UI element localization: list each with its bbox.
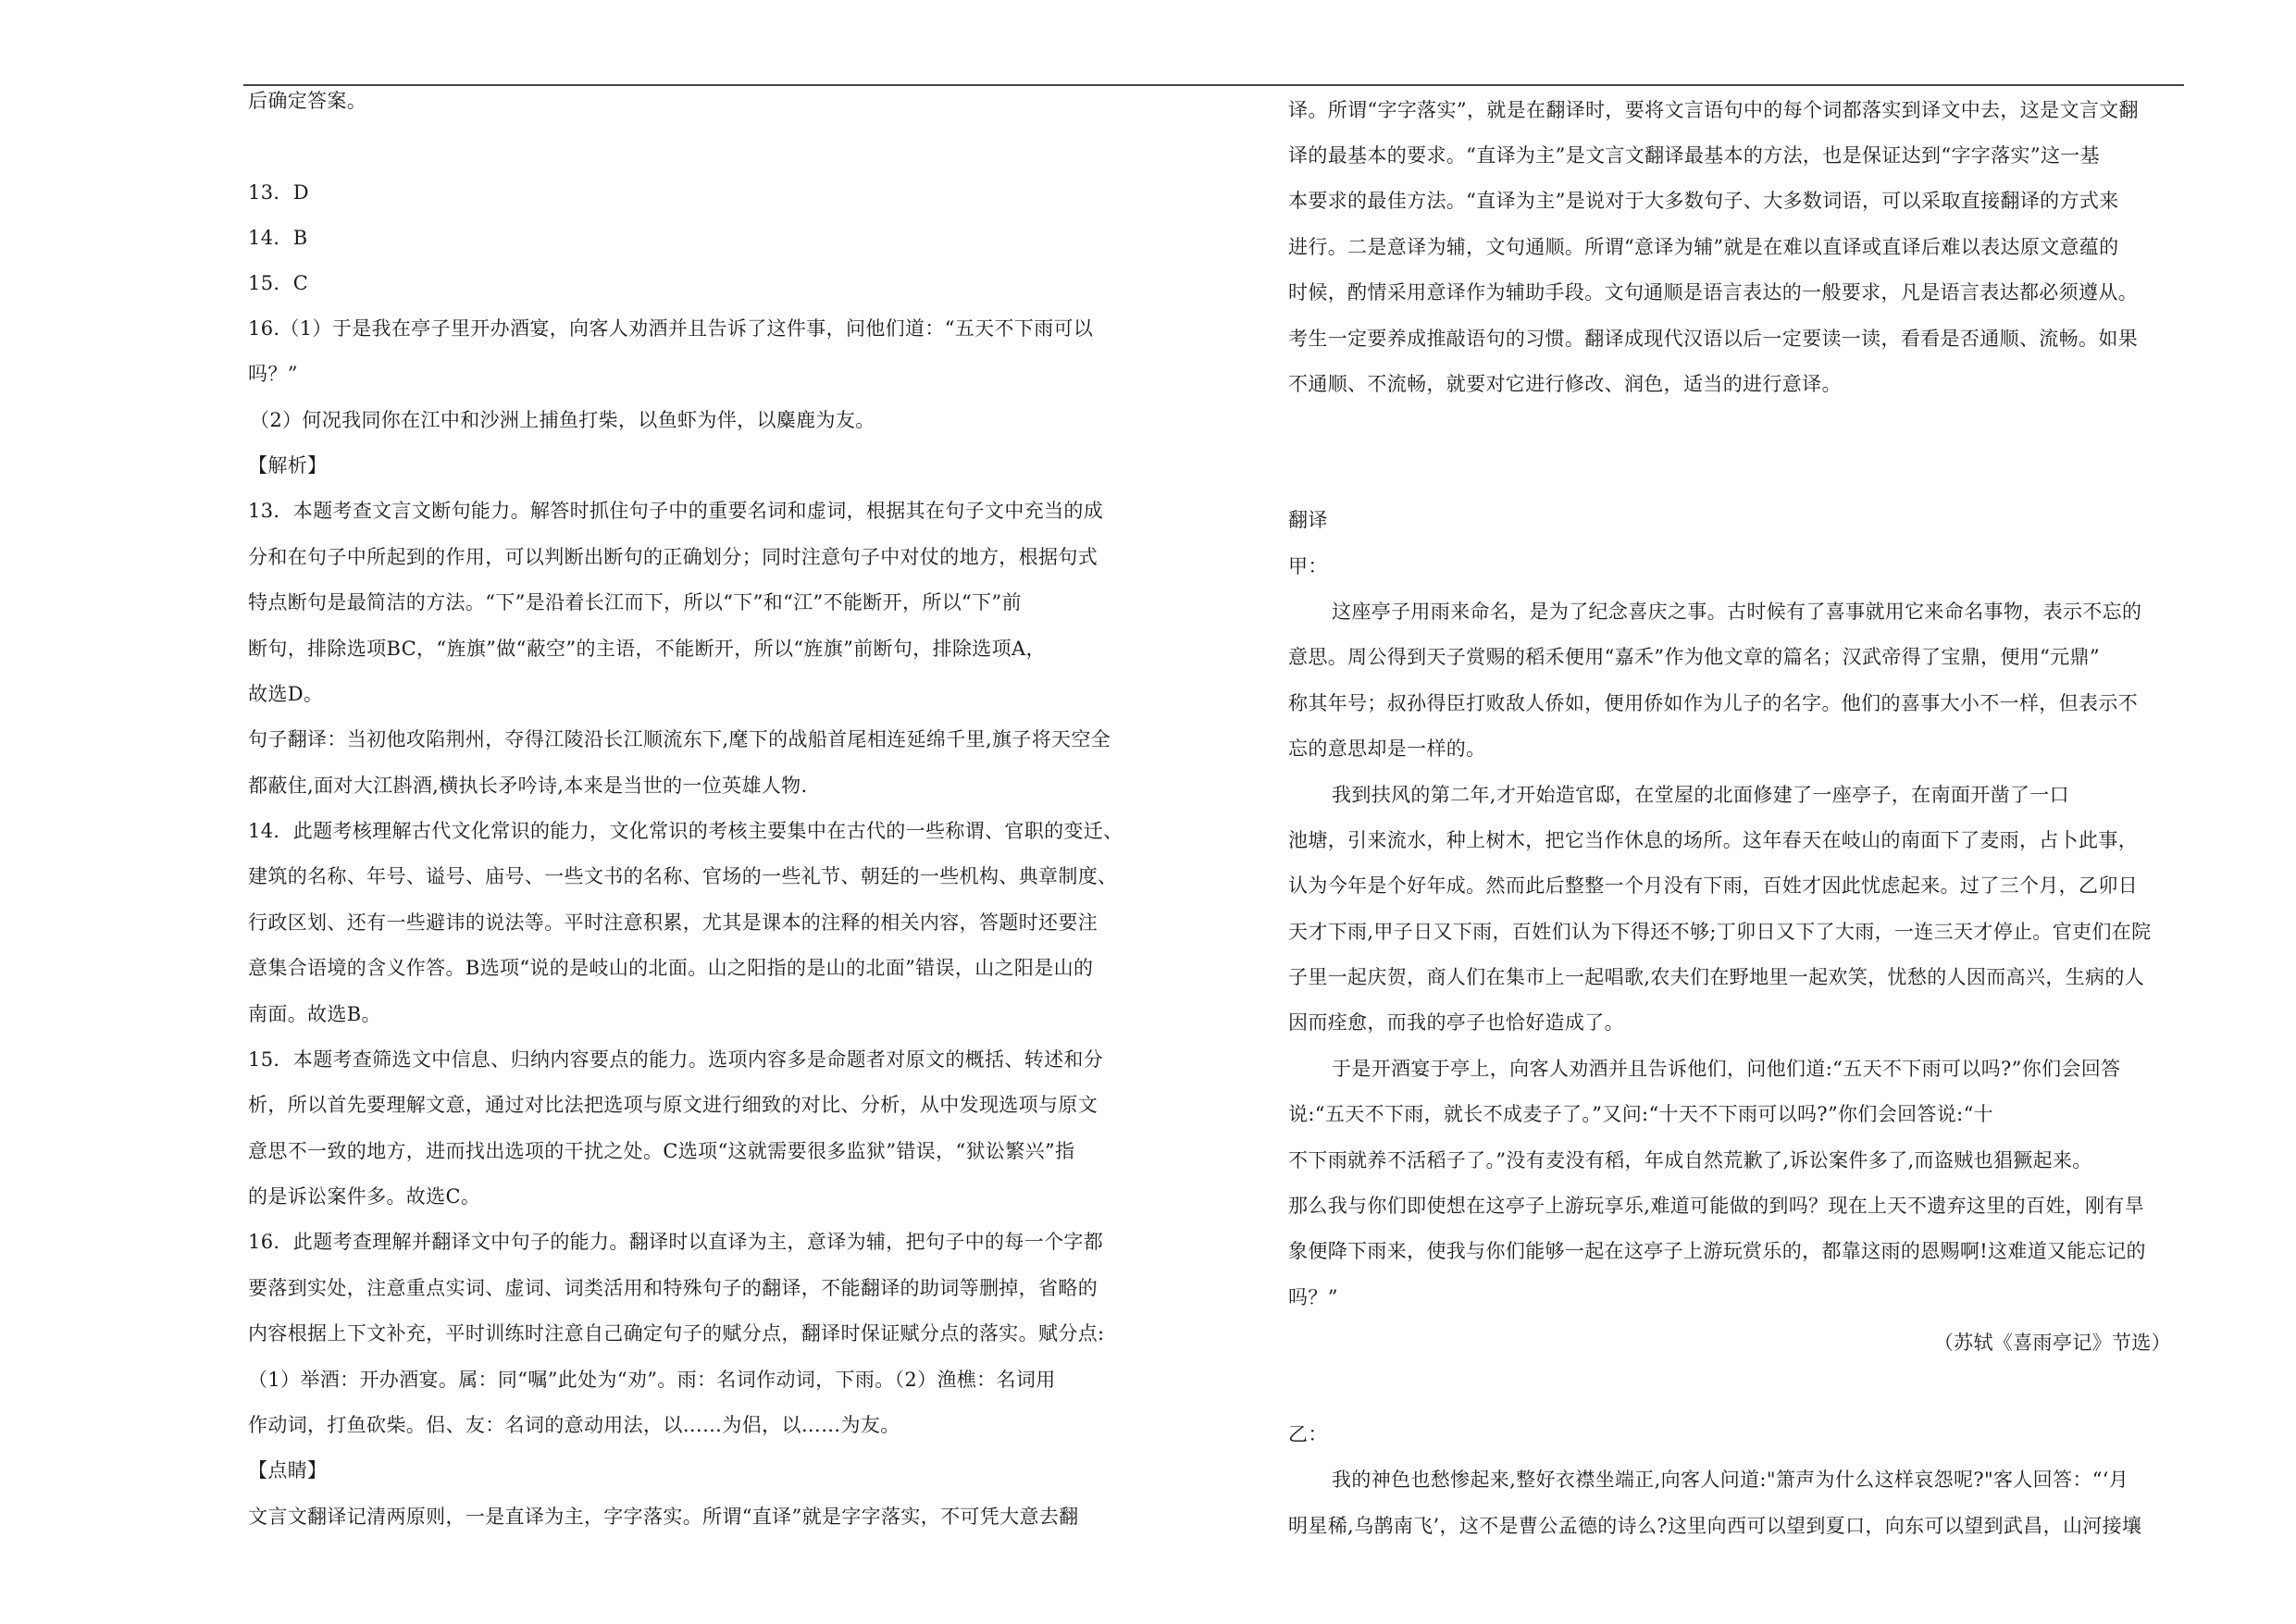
text-line: 南面。故选B。 xyxy=(248,1003,381,1025)
section-heading-key-points: 【点睛】 xyxy=(248,1459,328,1481)
answer-16: 16.（1）于是我在亭子里开办酒宴，向客人劝酒并且告诉了这件事，问他们道：“五天不下雨可以 xyxy=(248,317,1094,340)
text-line: 文言文翻译记清两原则，一是直译为主，字字落实。所谓“直译”就是字字落实，不可凭大意去翻 xyxy=(248,1506,1079,1528)
text-line: 句子翻译：当初他攻陷荆州，夺得江陵沿长江顺流东下,麾下的战船首尾相连延绵千里,旗子将天空全 xyxy=(248,728,1111,750)
text-line: 不下雨就养不活稻子了。”没有麦没有稻，年成自然荒歉了,诉讼案件多了,而盗贼也猖獗起来。 xyxy=(1288,1149,2092,1172)
section-heading-translation: 翻译 xyxy=(1288,509,1328,531)
text-line: 认为今年是个好年成。然而此后整整一个月没有下雨，百姓才因此忧虑起来。过了三个月，乙卯日 xyxy=(1288,874,2139,897)
text-line: 忘的意思却是一样的。 xyxy=(1288,738,1486,760)
text-line: 称其年号；叔孙得臣打败敌人侨如，便用侨如作为儿子的名字。他们的喜事大小不一样，但表示不 xyxy=(1288,692,2139,714)
text-line: 作动词，打鱼砍柴。侣、友：名词的意动用法，以……为侣，以……为友。 xyxy=(248,1414,900,1436)
text-line: 意思不一致的地方，进而找出选项的干扰之处。C选项“这就需要很多监狱”错误，“狱讼繁兴”指 xyxy=(248,1140,1075,1162)
text-line: 池塘，引来流水，种上树木，把它当作休息的场所。这年春天在岐山的南面下了麦雨，占卜此事， xyxy=(1288,829,2139,851)
text-line: 16．此题考查理解并翻译文中句子的能力。翻译时以直译为主，意译为辅，把句子中的每一个字都 xyxy=(248,1231,1104,1253)
source-citation: （苏轼《喜雨亭记》节选） xyxy=(1933,1332,2171,1354)
text-line: 译的最基本的要求。“直译为主”是文言文翻译最基本的方法，也是保证达到“字字落实”这一基 xyxy=(1288,144,2100,167)
text-line: 明星稀,乌鹊南飞’，这不是曹公孟德的诗么?这里向西可以望到夏口，向东可以望到武昌，山河接壤 xyxy=(1288,1515,2142,1537)
text-line: 我到扶风的第二年,才开始造官邸，在堂屋的北面修建了一座亭子，在南面开凿了一口 xyxy=(1332,784,2069,806)
text-line: 的是诉讼案件多。故选C。 xyxy=(248,1185,481,1208)
text-line: 特点断句是最简洁的方法。“下”是沿着长江而下，所以“下”和“江”不能断开，所以“下”前 xyxy=(248,591,1022,614)
text-line: 天才下雨,甲子日又下雨，百姓们认为下得还不够;丁卯日又下了大雨，一连三天才停止。官吏们在院 xyxy=(1288,921,2152,943)
text-line: 我的神色也愁惨起来,整好衣襟坐端正,向客人问道:"箫声为什么这样哀怨呢?"客人回答：“‘月 xyxy=(1332,1469,2129,1491)
text-line: 意集合语境的含义作答。B选项“说的是岐山的北面。山之阳指的是山的北面”错误，山之阳是山的 xyxy=(248,957,1094,979)
answer-14: 14．B xyxy=(248,227,308,249)
text-line: （1）举酒：开办酒宴。属：同“嘱”此处为“劝”。雨：名词作动词，下雨。（2）渔樵：名词用 xyxy=(248,1369,1056,1391)
text-line: 于是开酒宴于亭上，向客人劝酒并且告诉他们，问他们道:“五天不下雨可以吗?”你们会回答 xyxy=(1332,1058,2121,1080)
text-line: 吗？” xyxy=(1288,1286,1338,1308)
text-line: 15．本题考查筛选文中信息、归纳内容要点的能力。选项内容多是命题者对原文的概括、转述和分 xyxy=(248,1048,1104,1071)
text-line: （2）何况我同你在江中和沙洲上捕鱼打柴，以鱼虾为伴，以麋鹿为友。 xyxy=(250,409,875,431)
text-line: 内容根据上下文补充，平时训练时注意自己确定句子的赋分点，翻译时保证赋分点的落实。赋分点: xyxy=(248,1322,1105,1345)
text-line: 13．本题考查文言文断句能力。解答时抓住句子中的重要名词和虚词，根据其在句子文中充当的成 xyxy=(248,500,1104,522)
text-line: 译。所谓“字字落实”，就是在翻译时，要将文言语句中的每个词都落实到译文中去，这是文言文翻 xyxy=(1288,99,2139,121)
text-line: 说:“五天不下雨，就长不成麦子了。”又问:“十天不下雨可以吗?”你们会回答说:“十 xyxy=(1288,1103,1994,1125)
header-rule xyxy=(243,84,2184,86)
text-line: 象便降下雨来，使我与你们能够一起在这亭子上游玩赏乐的，都靠这雨的恩赐啊!这难道又能忘记的 xyxy=(1288,1240,2146,1262)
answer-15: 15．C xyxy=(248,272,309,294)
text-line: 断句，排除选项BC，“旌旗”做“蔽空”的主语，不能断开，所以“旌旗”前断句，排除选项A， xyxy=(248,638,1046,660)
text-line: 都蔽住,面对大江斟酒,横执长矛吟诗,本来是当世的一位英雄人物. xyxy=(248,775,808,797)
answer-13: 13．D xyxy=(248,181,309,204)
text-line: 这座亭子用雨来命名，是为了纪念喜庆之事。古时候有了喜事就用它来命名事物，表示不忘的 xyxy=(1332,601,2142,623)
text-line: 子里一起庆贺，商人们在集市上一起唱歌,农夫们在野地里一起欢笑，忧愁的人因而高兴，生病的人 xyxy=(1288,966,2145,988)
text-line: 要落到实处，注意重点实词、虚词、词类活用和特殊句子的翻译，不能翻译的助词等删掉，省略的 xyxy=(248,1277,1098,1299)
text-line: 那么我与你们即使想在这亭子上游玩享乐,难道可能做的到吗？现在上天不遗弃这里的百姓，刚有旱 xyxy=(1288,1195,2145,1217)
text-line: 吗？” xyxy=(248,363,298,385)
text-line: 本要求的最佳方法。“直译为主”是说对于大多数句子、大多数词语，可以采取直接翻译的方式来 xyxy=(1288,190,2119,212)
text-line: 析，所以首先要理解文意，通过对比法把选项与原文进行细致的对比、分析，从中发现选项与原文 xyxy=(248,1094,1098,1116)
text-line: 分和在句子中所起到的作用，可以判断出断句的正确划分；同时注意句子中对仗的地方，根据句式 xyxy=(248,546,1098,568)
text-line: 后确定答案。 xyxy=(248,90,367,112)
text-line: 14．此题考核理解古代文化常识的能力，文化常识的考核主要集中在古代的一些称谓、官职的变迁、 xyxy=(248,820,1123,842)
text-line: 故选D。 xyxy=(248,683,324,705)
section-label-yi: 乙： xyxy=(1288,1423,1328,1445)
section-heading-analysis: 【解析】 xyxy=(248,454,328,477)
section-label-jia: 甲： xyxy=(1288,555,1328,577)
text-line: 不通顺、不流畅，就要对它进行修改、润色，适当的进行意译。 xyxy=(1288,373,1842,395)
text-line: 因而痊愈，而我的亭子也恰好造成了。 xyxy=(1288,1011,1624,1034)
text-line: 进行。二是意译为辅，文句通顺。所谓“意译为辅”就是在难以直译或直译后难以表达原文意蕴的 xyxy=(1288,236,2119,258)
text-line: 时候，酌情采用意译作为辅助手段。文句通顺是语言表达的一般要求，凡是语言表达都必须遵从。 xyxy=(1288,281,2139,304)
text-line: 考生一定要养成推敲语句的习惯。翻译成现代汉语以后一定要读一读，看看是否通顺、流畅。如果 xyxy=(1288,328,2139,350)
text-line: 行政区划、还有一些避讳的说法等。平时注意积累，尤其是课本的注释的相关内容，答题时还要注 xyxy=(248,911,1098,934)
text-line: 建筑的名称、年号、谥号、庙号、一些文书的名称、官场的一些礼节、朝廷的一些机构、典章制度、 xyxy=(248,865,1118,887)
text-line: 意思。周公得到天子赏赐的稻禾便用“嘉禾”作为他文章的篇名；汉武帝得了宝鼎，便用“元鼎” xyxy=(1288,646,2100,668)
